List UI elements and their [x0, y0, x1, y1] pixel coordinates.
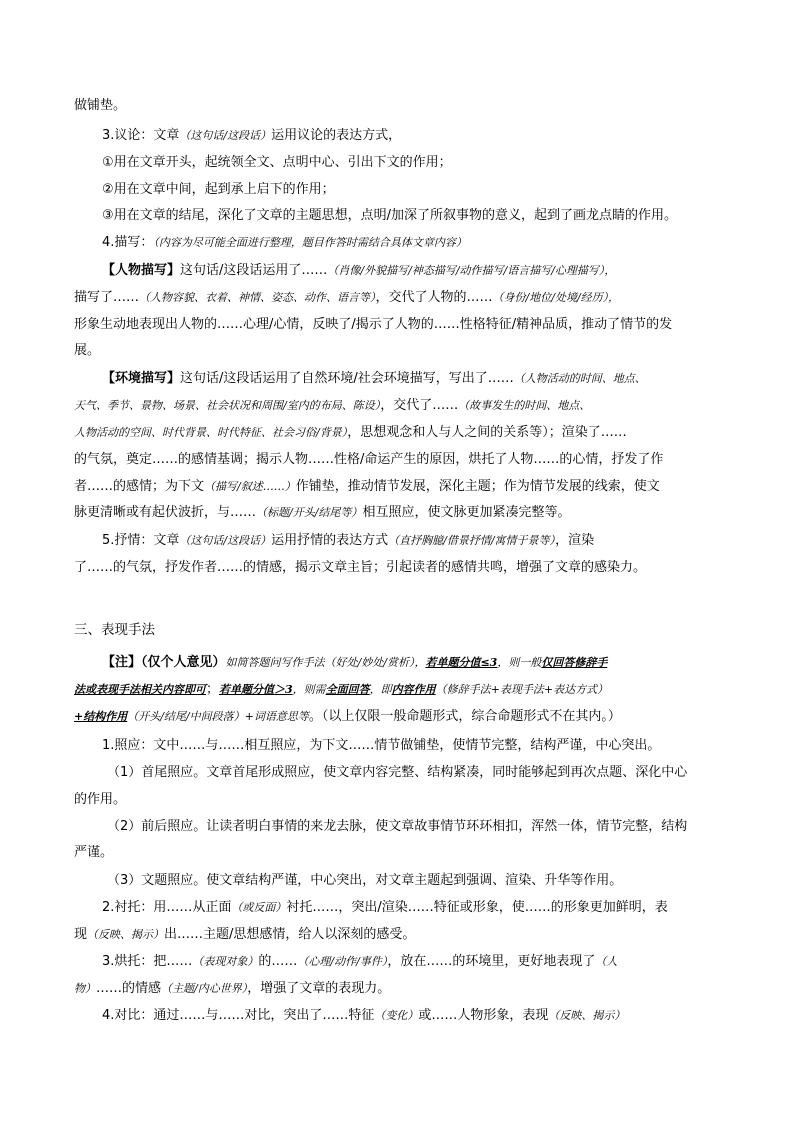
set-off-line: 3.烘托：把……（表现对象）的……（心理/动作/事件），放在……的环境里，更好地表现了（人: [102, 954, 618, 969]
text-line: 描写了……（人物容貌、衣着、神情、姿态、动作、语言等），交代了人物的……（身份/地位/处境/经历），: [74, 290, 620, 305]
text-line: 的作用。: [74, 792, 127, 807]
text-line: ③用在文章的结尾，深化了文章的主题思想，点明/加深了所叙事物的意义，起到了画龙点睛的作用。: [102, 208, 678, 223]
character-description-line: 【人物描写】这句话/这段话运用了……（肖像/外貌描写/神态描写/动作描写/语言描写/心理描写），: [102, 263, 616, 278]
text-line: 天气、季节、景物、场景、社会状况和周围/室内的布局、陈设），交代了……（故事发生的时间、地点、: [74, 398, 591, 413]
text-line: ①用在文章开头，起统领全文、点明中心、引出下文的作用；: [102, 155, 452, 170]
text-line: 人物活动的空间、时代背景、时代特征、社会习俗/背景），思想观念和人与人之间的关系等）；渲染了……: [74, 425, 627, 440]
environment-description-line: 【环境描写】这句话/这段话运用了自然环境/社会环境描写，写出了……（人物活动的时间、地点、: [102, 371, 646, 386]
note-line: 法或表现手法相关内容即可；若单题分值＞3，则需全面回答，即内容作用（修辞手法+表现手法+表达方式）: [74, 682, 609, 697]
section-heading: 三、表现手法: [74, 622, 155, 638]
text-line: 现（反映、揭示）出……主题/思想感情，给人以深刻的感受。: [74, 927, 416, 942]
echo-line: 1.照应：文中……与……相互照应，为下文……情节做铺垫，使情节完整，结构严谨，中心突出。: [102, 738, 661, 753]
text-line: （1）首尾照应。文章首尾形成照应，使文章内容完整、结构紧凑，同时能够起到再次点题、深化中心: [107, 765, 688, 780]
lyric-heading: 5.抒情：文章（这句话/这段话）运用抒情的表达方式（直抒胸臆/借景抒情/寓情于景等），渲染: [102, 533, 595, 548]
discussion-heading: 3.议论：文章（这句话/这段话）运用议论的表达方式，: [102, 128, 402, 143]
text-line: 严谨。: [74, 845, 114, 860]
text-line: 形象生动地表现出人物的……心理/心情，反映了/揭示了人物的……性格特征/精神品质，推动了情节的发: [74, 317, 673, 332]
text-line: 者……的感情；为下文（描写/叙述……）作铺垫，推动情节发展，深化主题；作为情节发展的线索，使文: [74, 479, 660, 494]
note-line: +结构作用（开头/结尾/中间段落）+词语意思等。（以上仅限一般命题形式，综合命题形式不在其内。）: [74, 709, 621, 724]
text-line: 脉更清晰或有起伏波折，与……（标题/开头/结尾等）相互照应，使文脉更加紧凑完整等。: [74, 505, 571, 520]
comparison-line: 4.对比：通过……与……对比，突出了……特征（变化）或……人物形象，表现（反映、揭示）: [102, 1008, 626, 1023]
text-line: ②用在文章中间，起到承上启下的作用；: [102, 182, 335, 197]
text-line: 物）……的情感（主题/内心世界），增强了文章的表现力。: [74, 981, 391, 996]
text-line: 做铺垫。: [74, 98, 127, 113]
text-line: （2）前后照应。让读者明白事情的来龙去脉，使文章故事情节环环相扣，浑然一体，情节完整，结构: [107, 819, 688, 834]
text-line: （3）文题照应。使文章结构严谨，中心突出，对文章主题起到强调、渲染、升华等作用。: [107, 873, 623, 888]
description-heading: 4.描写：（内容为尽可能全面进行整理，题目作答时需结合具体文章内容）: [102, 235, 467, 250]
text-line: 了……的气氛，抒发作者……的情感，揭示文章主旨；引起读者的感情共鸣，增强了文章的感染力。: [74, 560, 647, 575]
text-line: 展。: [74, 343, 101, 358]
text-line: 的气氛，奠定……的感情基调；揭示人物……性格/命运产生的原因，烘托了人物……的心情，抒发了作: [74, 452, 664, 467]
contrast-foil-line: 2.衬托：用……从正面（或反面）衬托……，突出/渲染……特征或形象，使……的形象更加鲜明，表: [102, 900, 668, 915]
note-line: 【注】（仅个人意见）如简答题问写作手法（好处/妙处/赏析），若单题分值≤3，则一般仅回答修辞手: [102, 655, 608, 670]
